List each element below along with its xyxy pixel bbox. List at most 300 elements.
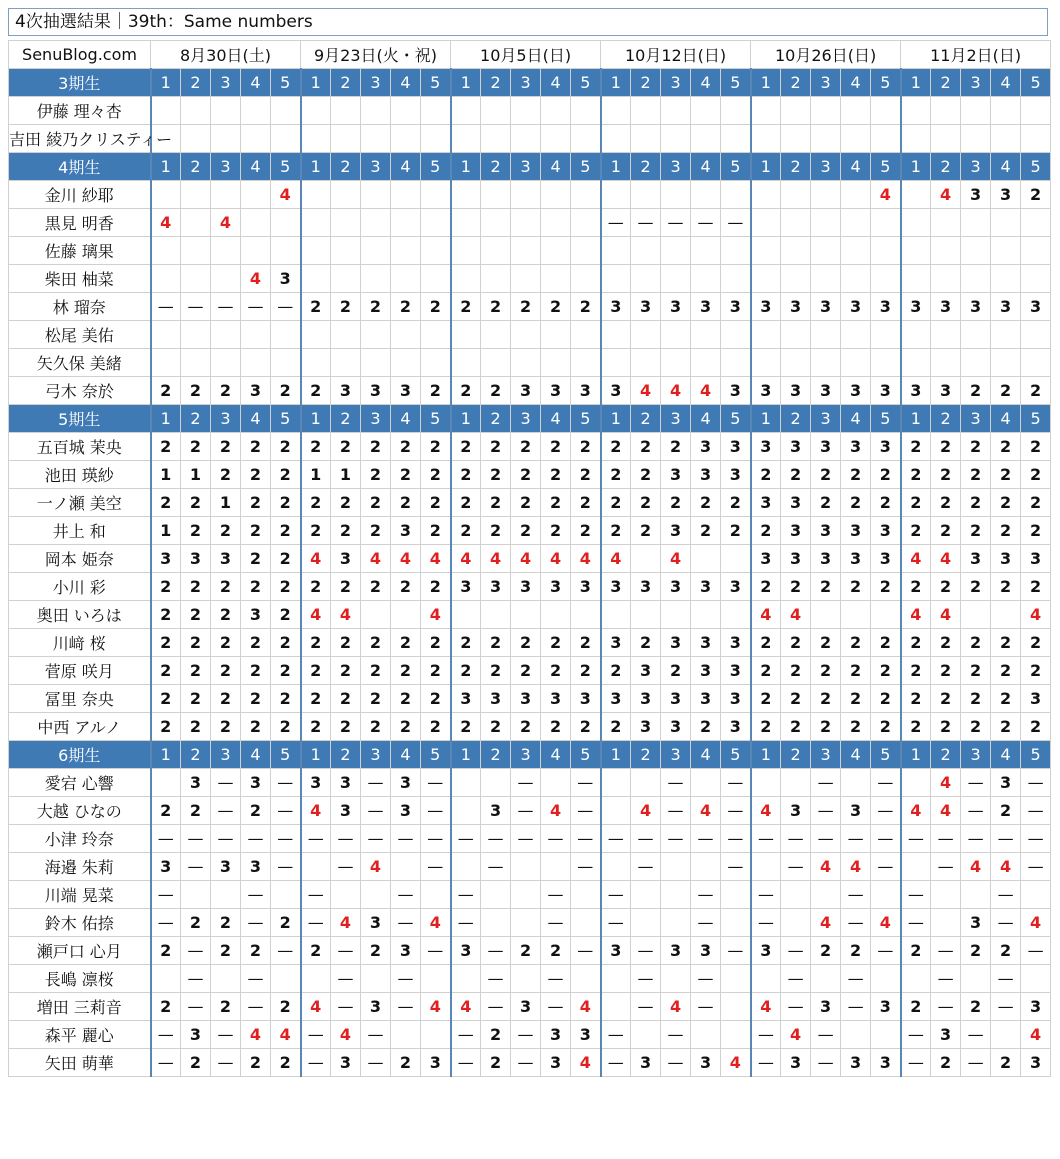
- part-number: 4: [691, 153, 721, 181]
- result-cell: —: [691, 209, 721, 237]
- result-cell: 2: [271, 545, 301, 573]
- result-cell: 3: [601, 629, 631, 657]
- result-cell: [511, 965, 541, 993]
- result-cell: 2: [241, 685, 271, 713]
- result-cell: [421, 237, 451, 265]
- result-cell: 3: [961, 181, 991, 209]
- result-cell: [361, 97, 391, 125]
- result-cell: 2: [781, 657, 811, 685]
- result-cell: [571, 237, 601, 265]
- result-cell: 2: [481, 657, 511, 685]
- part-number: 2: [631, 69, 661, 97]
- result-cell: 2: [391, 461, 421, 489]
- result-cell: 2: [961, 377, 991, 405]
- result-cell: —: [241, 825, 271, 853]
- result-cell: [571, 125, 601, 153]
- result-cell: [991, 265, 1021, 293]
- result-cell: —: [211, 293, 241, 321]
- member-row: [9, 965, 1051, 993]
- result-cell: 3: [361, 377, 391, 405]
- result-cell: 1: [211, 489, 241, 517]
- result-cell: [571, 321, 601, 349]
- result-cell: 2: [661, 489, 691, 517]
- result-cell: 2: [631, 629, 661, 657]
- result-cell: [451, 181, 481, 209]
- result-cell: [661, 909, 691, 937]
- result-cell: 3: [721, 657, 751, 685]
- result-cell: —: [991, 825, 1021, 853]
- result-cell: [601, 237, 631, 265]
- result-cell: —: [331, 965, 361, 993]
- result-cell: [451, 853, 481, 881]
- result-cell: 2: [421, 293, 451, 321]
- result-cell: 2: [211, 573, 241, 601]
- result-cell: 2: [211, 713, 241, 741]
- result-cell: 3: [871, 993, 901, 1021]
- result-cell: [871, 349, 901, 377]
- result-cell: [151, 769, 181, 797]
- result-cell: [211, 321, 241, 349]
- result-cell: 2: [601, 657, 631, 685]
- result-cell: [841, 209, 871, 237]
- result-cell: 2: [211, 517, 241, 545]
- result-cell: 3: [781, 545, 811, 573]
- result-cell: [151, 181, 181, 209]
- result-cell: [421, 97, 451, 125]
- member-row: [9, 517, 1051, 545]
- result-cell: —: [451, 909, 481, 937]
- result-cell: 4: [571, 993, 601, 1021]
- result-cell: [331, 181, 361, 209]
- result-cell: [691, 237, 721, 265]
- result-cell: [871, 209, 901, 237]
- result-cell: 4: [691, 797, 721, 825]
- part-number: 5: [721, 741, 751, 769]
- result-cell: —: [271, 825, 301, 853]
- result-cell: [511, 601, 541, 629]
- result-cell: —: [361, 769, 391, 797]
- result-cell: [661, 97, 691, 125]
- result-cell: 2: [241, 629, 271, 657]
- result-cell: 2: [271, 685, 301, 713]
- result-cell: —: [691, 881, 721, 909]
- result-cell: [361, 265, 391, 293]
- member-row: [9, 237, 1051, 265]
- result-cell: [661, 965, 691, 993]
- result-cell: —: [901, 1021, 931, 1049]
- result-cell: [721, 545, 751, 573]
- result-cell: 2: [991, 713, 1021, 741]
- results-table: [8, 40, 1051, 1077]
- result-cell: 2: [271, 713, 301, 741]
- result-cell: —: [391, 965, 421, 993]
- result-cell: —: [811, 825, 841, 853]
- result-cell: 2: [811, 629, 841, 657]
- result-cell: 3: [601, 293, 631, 321]
- result-cell: 2: [901, 713, 931, 741]
- part-number: 2: [331, 741, 361, 769]
- part-number: 2: [181, 741, 211, 769]
- result-cell: —: [391, 881, 421, 909]
- result-cell: [181, 209, 211, 237]
- result-cell: [631, 125, 661, 153]
- result-cell: [721, 265, 751, 293]
- result-cell: [391, 853, 421, 881]
- result-cell: [391, 181, 421, 209]
- result-cell: —: [421, 825, 451, 853]
- result-cell: 2: [601, 433, 631, 461]
- result-cell: [541, 349, 571, 377]
- result-cell: 4: [331, 1021, 361, 1049]
- result-cell: [601, 321, 631, 349]
- result-cell: [511, 349, 541, 377]
- result-cell: [811, 601, 841, 629]
- result-cell: 4: [781, 1021, 811, 1049]
- result-cell: 2: [541, 433, 571, 461]
- result-cell: [511, 909, 541, 937]
- part-number: 4: [841, 405, 871, 433]
- result-cell: [451, 769, 481, 797]
- result-cell: 2: [871, 685, 901, 713]
- result-cell: [1021, 881, 1051, 909]
- result-cell: 2: [991, 433, 1021, 461]
- result-cell: —: [721, 769, 751, 797]
- member-row: [9, 433, 1051, 461]
- result-cell: —: [571, 769, 601, 797]
- result-cell: 2: [331, 713, 361, 741]
- result-cell: 4: [601, 545, 631, 573]
- result-cell: 4: [1021, 1021, 1051, 1049]
- result-cell: 3: [301, 769, 331, 797]
- result-cell: [991, 321, 1021, 349]
- result-cell: [451, 797, 481, 825]
- result-cell: 2: [421, 685, 451, 713]
- result-cell: [361, 965, 391, 993]
- result-cell: [601, 125, 631, 153]
- part-number: 5: [421, 69, 451, 97]
- generation-label: 6期生: [9, 741, 151, 769]
- result-cell: —: [631, 965, 661, 993]
- result-cell: [361, 209, 391, 237]
- result-cell: —: [571, 797, 601, 825]
- result-cell: [361, 321, 391, 349]
- result-cell: 3: [181, 1021, 211, 1049]
- part-number: 1: [301, 741, 331, 769]
- part-number: 1: [301, 153, 331, 181]
- result-cell: 2: [271, 573, 301, 601]
- result-cell: —: [541, 825, 571, 853]
- result-cell: [361, 349, 391, 377]
- result-cell: 2: [991, 489, 1021, 517]
- result-cell: [361, 881, 391, 909]
- result-cell: —: [271, 853, 301, 881]
- result-cell: 3: [601, 377, 631, 405]
- part-number: 3: [511, 405, 541, 433]
- date-header-row: [9, 41, 1051, 69]
- result-cell: [631, 881, 661, 909]
- result-cell: 3: [841, 433, 871, 461]
- result-cell: 3: [721, 685, 751, 713]
- result-cell: 2: [751, 685, 781, 713]
- part-number: 5: [421, 153, 451, 181]
- member-row: [9, 545, 1051, 573]
- result-cell: [751, 181, 781, 209]
- result-cell: 4: [421, 545, 451, 573]
- result-cell: [931, 321, 961, 349]
- result-cell: 3: [781, 517, 811, 545]
- result-cell: 2: [331, 685, 361, 713]
- result-cell: 2: [421, 629, 451, 657]
- result-cell: 3: [691, 657, 721, 685]
- result-cell: [721, 601, 751, 629]
- result-cell: 2: [301, 489, 331, 517]
- result-cell: [631, 321, 661, 349]
- part-number: 3: [961, 405, 991, 433]
- result-cell: 3: [1021, 993, 1051, 1021]
- result-cell: [871, 881, 901, 909]
- result-cell: [511, 321, 541, 349]
- result-cell: 2: [451, 517, 481, 545]
- member-name: 林 瑠奈: [9, 293, 151, 321]
- result-cell: [481, 601, 511, 629]
- result-cell: 2: [481, 377, 511, 405]
- result-cell: —: [181, 293, 211, 321]
- part-number: 5: [571, 69, 601, 97]
- result-cell: [691, 125, 721, 153]
- part-number: 5: [871, 69, 901, 97]
- result-cell: [481, 769, 511, 797]
- result-cell: 3: [811, 993, 841, 1021]
- result-cell: 2: [901, 461, 931, 489]
- result-cell: —: [421, 937, 451, 965]
- result-cell: 2: [991, 629, 1021, 657]
- result-cell: —: [841, 993, 871, 1021]
- result-cell: [271, 125, 301, 153]
- result-cell: —: [511, 1021, 541, 1049]
- result-cell: 2: [151, 657, 181, 685]
- part-number: 3: [661, 405, 691, 433]
- result-cell: 2: [511, 517, 541, 545]
- result-cell: 4: [931, 769, 961, 797]
- result-cell: 2: [361, 685, 391, 713]
- result-cell: 2: [541, 629, 571, 657]
- result-cell: [721, 97, 751, 125]
- result-cell: 2: [481, 293, 511, 321]
- part-number: 4: [391, 405, 421, 433]
- result-cell: 4: [811, 853, 841, 881]
- result-cell: 3: [811, 433, 841, 461]
- result-cell: 2: [841, 489, 871, 517]
- member-row: [9, 1021, 1051, 1049]
- result-cell: [241, 321, 271, 349]
- member-name: 小津 玲奈: [9, 825, 151, 853]
- result-cell: [841, 181, 871, 209]
- result-cell: [661, 881, 691, 909]
- member-name: 五百城 茉央: [9, 433, 151, 461]
- member-row: [9, 769, 1051, 797]
- member-row: [9, 601, 1051, 629]
- result-cell: 4: [931, 181, 961, 209]
- result-cell: [871, 125, 901, 153]
- member-row: [9, 321, 1051, 349]
- result-cell: [811, 181, 841, 209]
- result-cell: 4: [241, 265, 271, 293]
- result-cell: 2: [871, 461, 901, 489]
- result-cell: [211, 881, 241, 909]
- result-cell: [991, 1021, 1021, 1049]
- result-cell: 2: [1021, 517, 1051, 545]
- result-cell: 4: [631, 377, 661, 405]
- part-number: 3: [511, 69, 541, 97]
- result-cell: —: [661, 825, 691, 853]
- result-cell: 4: [631, 797, 661, 825]
- result-cell: —: [901, 909, 931, 937]
- result-cell: —: [1021, 769, 1051, 797]
- result-cell: 2: [871, 629, 901, 657]
- result-cell: 2: [601, 461, 631, 489]
- result-cell: 3: [241, 377, 271, 405]
- result-cell: [181, 265, 211, 293]
- member-row: [9, 657, 1051, 685]
- part-number: 5: [271, 741, 301, 769]
- result-cell: 2: [271, 993, 301, 1021]
- result-cell: 2: [181, 909, 211, 937]
- result-cell: 2: [541, 657, 571, 685]
- result-cell: 2: [571, 461, 601, 489]
- result-cell: 2: [661, 433, 691, 461]
- member-row: [9, 685, 1051, 713]
- result-cell: 2: [781, 461, 811, 489]
- result-cell: 2: [931, 433, 961, 461]
- result-cell: 2: [631, 461, 661, 489]
- result-cell: 2: [991, 517, 1021, 545]
- result-cell: 3: [661, 517, 691, 545]
- result-cell: [961, 209, 991, 237]
- result-cell: —: [991, 881, 1021, 909]
- result-cell: [631, 601, 661, 629]
- result-cell: —: [811, 1021, 841, 1049]
- result-cell: 3: [571, 1021, 601, 1049]
- result-cell: 2: [211, 377, 241, 405]
- result-cell: —: [241, 881, 271, 909]
- result-cell: [871, 265, 901, 293]
- part-number: 5: [721, 405, 751, 433]
- result-cell: 2: [301, 573, 331, 601]
- result-cell: [811, 881, 841, 909]
- result-cell: —: [631, 209, 661, 237]
- result-cell: [241, 349, 271, 377]
- result-cell: 4: [931, 797, 961, 825]
- result-cell: 3: [541, 1049, 571, 1077]
- result-cell: 3: [931, 377, 961, 405]
- member-name: 小川 彩: [9, 573, 151, 601]
- result-cell: [781, 209, 811, 237]
- result-cell: 2: [301, 517, 331, 545]
- result-cell: —: [631, 825, 661, 853]
- result-cell: [631, 1021, 661, 1049]
- result-cell: —: [931, 937, 961, 965]
- result-cell: 2: [421, 489, 451, 517]
- result-cell: —: [751, 825, 781, 853]
- result-cell: —: [961, 1021, 991, 1049]
- result-cell: 2: [1021, 657, 1051, 685]
- result-cell: 2: [961, 517, 991, 545]
- result-cell: —: [181, 937, 211, 965]
- result-cell: [811, 321, 841, 349]
- result-cell: 3: [841, 797, 871, 825]
- part-number: 4: [241, 153, 271, 181]
- result-cell: —: [691, 825, 721, 853]
- result-cell: 3: [961, 545, 991, 573]
- result-cell: 2: [241, 545, 271, 573]
- result-cell: 3: [331, 797, 361, 825]
- result-cell: [511, 853, 541, 881]
- result-cell: 3: [181, 769, 211, 797]
- part-number: 5: [571, 405, 601, 433]
- result-cell: 2: [751, 657, 781, 685]
- result-cell: [991, 97, 1021, 125]
- part-number: 1: [451, 405, 481, 433]
- result-cell: [331, 125, 361, 153]
- result-cell: 3: [421, 1049, 451, 1077]
- result-cell: [481, 881, 511, 909]
- part-number: 5: [1021, 153, 1051, 181]
- result-cell: —: [541, 965, 571, 993]
- result-cell: 3: [151, 853, 181, 881]
- result-cell: 2: [661, 657, 691, 685]
- result-cell: 2: [241, 517, 271, 545]
- member-name: 矢田 萌華: [9, 1049, 151, 1077]
- result-cell: 2: [751, 461, 781, 489]
- result-cell: 2: [241, 797, 271, 825]
- result-cell: —: [361, 1021, 391, 1049]
- result-cell: 2: [1021, 629, 1051, 657]
- result-cell: 2: [391, 713, 421, 741]
- part-number: 3: [361, 741, 391, 769]
- result-cell: 3: [901, 293, 931, 321]
- part-number: 1: [901, 741, 931, 769]
- result-cell: [661, 601, 691, 629]
- part-number: 4: [241, 405, 271, 433]
- result-cell: 3: [841, 1049, 871, 1077]
- result-cell: [421, 881, 451, 909]
- result-cell: 3: [721, 293, 751, 321]
- result-cell: —: [751, 881, 781, 909]
- part-number: 2: [631, 405, 661, 433]
- member-name: 金川 紗耶: [9, 181, 151, 209]
- result-cell: 4: [511, 545, 541, 573]
- result-cell: 4: [331, 909, 361, 937]
- result-cell: —: [361, 825, 391, 853]
- result-cell: 3: [451, 937, 481, 965]
- site-label: SenuBlog.com: [9, 41, 151, 69]
- result-cell: [871, 1021, 901, 1049]
- result-cell: [541, 97, 571, 125]
- result-cell: [751, 769, 781, 797]
- result-cell: 2: [151, 573, 181, 601]
- result-cell: —: [751, 909, 781, 937]
- result-cell: 2: [811, 489, 841, 517]
- result-cell: 4: [781, 601, 811, 629]
- result-cell: [301, 321, 331, 349]
- result-cell: 4: [151, 209, 181, 237]
- result-cell: [481, 97, 511, 125]
- result-cell: 2: [151, 937, 181, 965]
- result-cell: —: [841, 825, 871, 853]
- result-cell: —: [1021, 797, 1051, 825]
- result-cell: 2: [961, 713, 991, 741]
- result-cell: [811, 965, 841, 993]
